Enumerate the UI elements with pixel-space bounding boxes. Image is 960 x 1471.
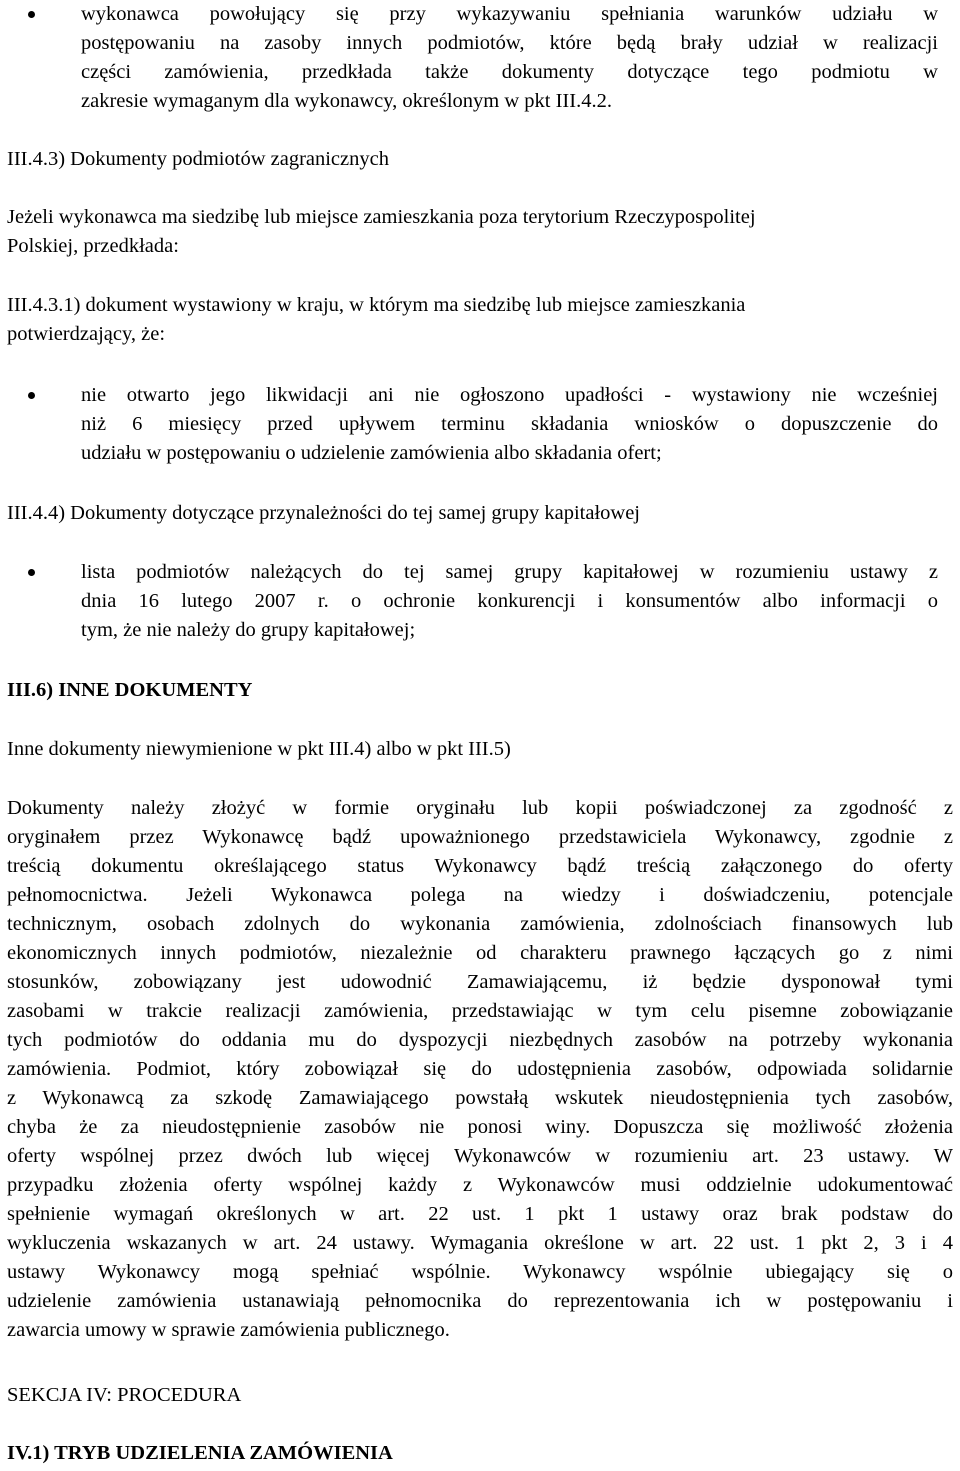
text-line: części zamówienia, przedkłada także dokumenty dotyczące tego podmiotu w <box>81 61 938 83</box>
bullet-icon <box>28 11 35 18</box>
text-line: udzielenie zamówienia ustanawiają pełnomocnika do reprezentowania ich w postępowaniu i <box>7 1290 953 1312</box>
text-line: tym, że nie należy do grupy kapitałowej; <box>81 619 416 641</box>
text-line: Jeżeli wykonawca ma siedzibę lub miejsce zamieszkania poza terytorium Rzeczypospolitej <box>7 206 756 228</box>
paragraph <box>7 291 953 349</box>
section-heading: III.4.4) Dokumenty dotyczące przynależności do tej samej grupy kapitałowej <box>7 502 640 524</box>
text-line: spełnienie wymagań określonych w art. 22 ust. 1 pkt 1 ustawy oraz brak podstaw do <box>7 1203 953 1225</box>
text-line: niż 6 miesięcy przed upływem terminu składania wniosków o dopuszczenie do <box>81 413 938 435</box>
section-heading: III.4.3) Dokumenty podmiotów zagranicznych <box>7 148 389 170</box>
text-line: potwierdzający, że: <box>7 323 166 345</box>
paragraph <box>7 203 953 261</box>
text-line: pełnomocnictwa. Jeżeli Wykonawca polega na wiedzy i doświadczeniu, potencjale <box>7 884 953 906</box>
section-subheading: IV.1) TRYB UDZIELENIA ZAMÓWIENIA <box>7 1442 393 1464</box>
section-subheading: Inne dokumenty niewymienione w pkt III.4) albo w pkt III.5) <box>7 738 511 760</box>
text-line: treścią dokumentu określającego status Wykonawcy bądź treścią załączonego do oferty <box>7 855 953 877</box>
text-line: tych podmiotów do oddania mu do dyspozycji niezbędnych zasobów na potrzeby wykonania <box>7 1029 953 1051</box>
bullet-icon <box>28 569 35 576</box>
text-line: zasobami w trakcie realizacji zamówienia, przedstawiając w tym celu pisemne zobowiązanie <box>7 1000 953 1022</box>
bullet-text <box>81 381 938 468</box>
text-line: III.4.3.1) dokument wystawiony w kraju, w którym ma siedzibę lub miejsce zamieszkania <box>7 294 746 316</box>
text-line: stosunków, zobowiązany jest udowodnić Zamawiającemu, iż będzie dysponował tymi <box>7 971 953 993</box>
text-line: zakresie wymaganym dla wykonawcy, określonym w pkt III.4.2. <box>81 90 612 112</box>
text-line: lista podmiotów należących do tej samej grupy kapitałowej w rozumieniu ustawy z <box>81 561 938 583</box>
text-line: wykonawca powołujący się przy wykazywaniu spełniania warunków udziału w <box>81 3 938 25</box>
text-line: oryginałem przez Wykonawcę bądź upoważnionego przedstawiciela Wykonawcy, zgodnie z <box>7 826 953 848</box>
text-line: Dokumenty należy złożyć w formie oryginału lub kopii poświadczonej za zgodność z <box>7 797 953 819</box>
text-line: chyba że za nieudostępnienie zasobów nie ponosi winy. Dopuszcza się możliwość złożenia <box>7 1116 953 1138</box>
text-line: udziału w postępowaniu o udzielenie zamówienia albo składania ofert; <box>81 442 662 464</box>
section-heading: III.6) INNE DOKUMENTY <box>7 679 253 701</box>
text-line: przypadku złożenia oferty wspólnej każdy z Wykonawców musi oddzielnie udokumentować <box>7 1174 953 1196</box>
text-line: ustawy Wykonawcy mogą spełniać wspólnie. Wykonawcy wspólnie ubiegający się o <box>7 1261 953 1283</box>
text-line: ekonomicznych innych podmiotów, niezależnie od charakteru prawnego łączących go z nimi <box>7 942 953 964</box>
text-line: oferty wspólnej przez dwóch lub więcej Wykonawców w rozumieniu art. 23 ustawy. W <box>7 1145 953 1167</box>
text-line: zamówienia. Podmiot, który zobowiązał się do udostępnienia zasobów, odpowiada solidarnie <box>7 1058 953 1080</box>
text-line: technicznym, osobach zdolnych do wykonania zamówienia, zdolnościach finansowych lub <box>7 913 953 935</box>
text-line: zawarcia umowy w sprawie zamówienia publicznego. <box>7 1319 450 1341</box>
bullet-icon <box>28 392 35 399</box>
bullet-text <box>81 558 938 645</box>
text-line: nie otwarto jego likwidacji ani nie ogłoszono upadłości - wystawiony nie wcześniej <box>81 384 938 406</box>
text-line: dnia 16 lutego 2007 r. o ochronie konkurencji i konsumentów albo informacji o <box>81 590 938 612</box>
section-heading: SEKCJA IV: PROCEDURA <box>7 1384 242 1406</box>
text-line: Polskiej, przedkłada: <box>7 235 179 257</box>
text-line: z Wykonawcą za szkodę Zamawiającego powstałą wskutek nieudostępnienia tych zasobów, <box>7 1087 953 1109</box>
text-line: wykluczenia wskazanych w art. 24 ustawy. Wymagania określone w art. 22 ust. 1 pkt 2, 3 i 4 <box>7 1232 953 1254</box>
text-line: postępowaniu na zasoby innych podmiotów, które będą brały udział w realizacji <box>81 32 938 54</box>
paragraph-main-body <box>7 794 953 1345</box>
bullet-text <box>81 0 938 116</box>
